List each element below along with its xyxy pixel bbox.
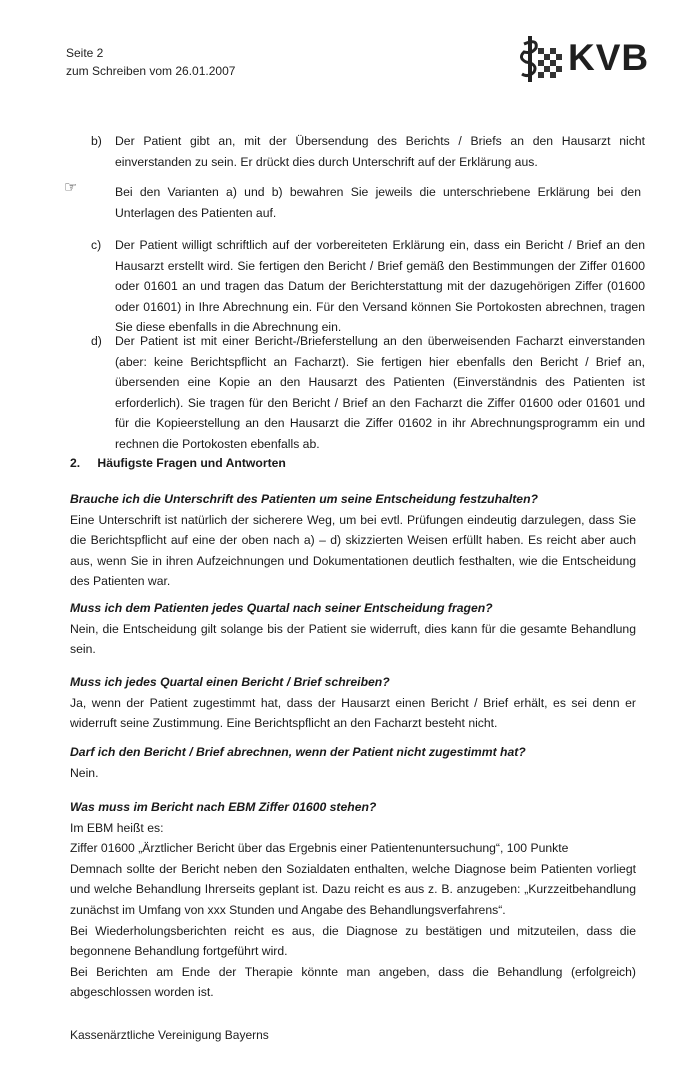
letter-reference: zum Schreiben vom 26.01.2007: [66, 64, 236, 78]
section-number: 2.: [70, 456, 81, 470]
faq-answer: Nein, die Entscheidung gilt solange bis der Patient sie widerruft, dies kann für die gesamte Behandlung sein.: [70, 621, 636, 657]
faq-item: [70, 489, 636, 592]
faq-answer-line: Demnach sollte der Bericht neben den Sozialdaten enthalten, welche Diagnose beim Patienten vorliegt und welche Behandlung Ihrerseits geplant ist. Dazu reicht es aus z. B. anzugeben: „Kurzzeitbehandlung zunächst im Umfang von xxx Stunden und Angabe des Behandlungsverfahrens“.: [70, 861, 636, 917]
faq-answer: Eine Unterschrift ist natürlich der sicherere Weg, um bei evtl. Prüfungen eindeutig darzulegen, dass Sie die Berichtspflicht auf eine der oben nach a) – d) skizzierten Weisen erfüllt haben. Es reicht aber auch aus, wenn Sie in ihren Aufzeichnungen und Dokumentationen deutlich festhalten, wie die Entscheidung des Patienten war.: [70, 512, 636, 589]
page-footer: Kassenärztliche Vereinigung Bayerns: [70, 1028, 269, 1042]
aesculapian-staff-icon: [516, 34, 564, 84]
page-number: Seite 2: [66, 46, 104, 60]
section-title: Häufigste Fragen und Antworten: [97, 456, 286, 470]
faq-question: Brauche ich die Unterschrift des Patienten um seine Entscheidung festzuhalten?: [70, 492, 538, 506]
list-item-label: c): [91, 238, 102, 252]
faq-answer: Nein.: [70, 765, 99, 780]
faq-question: Darf ich den Bericht / Brief abrechnen, wenn der Patient nicht zugestimmt hat?: [70, 745, 526, 759]
list-item-label: d): [91, 334, 102, 348]
faq-answer: Ja, wenn der Patient zugestimmt hat, dass der Hausarzt einen Bericht / Brief erhält, es sei denn er widerruft seine Zustimmung. Eine Berichtspflicht an den Facharzt besteht nicht.: [70, 695, 636, 731]
faq-answer-line: Bei Wiederholungsberichten reicht es aus, die Diagnose zu bestätigen und mitzuteilen, dass die begonnene Behandlung fortgeführt wird.: [70, 923, 636, 959]
list-item-text: Der Patient ist mit einer Bericht-/Brieferstellung an den überweisenden Facharzt einverstanden (aber: keine Berichtspflicht an Facharzt). Sie fertigen hier ebenfalls den Bericht / Brief an, übersenden eine Kopie an den Hausarzt des Patienten (Einverständnis des Patienten ist erforderlich). Sie tragen für den Bericht / Brief an den Facharzt die Ziffer 01600 oder 01601 und für die Kopieerstellung an den Hausarzt die Ziffer 01602 in ihr Abrechnungsprogramm ein und rechnen die Portokosten ebenfalls ab.: [115, 334, 645, 451]
list-item-text: Der Patient gibt an, mit der Übersendung des Berichts / Briefs an den Hausarzt nicht einverstanden zu sein. Er drückt dies durch Unterschrift auf der Erklärung aus.: [115, 134, 645, 169]
faq-question: Muss ich dem Patienten jedes Quartal nach seiner Entscheidung fragen?: [70, 601, 493, 615]
faq-item: [70, 598, 636, 660]
faq-item: [70, 797, 636, 1003]
note-text: Bei den Varianten a) und b) bewahren Sie jeweils die unterschriebene Erklärung bei den Unterlagen des Patienten auf.: [115, 185, 641, 220]
section-heading: [70, 456, 286, 470]
faq-item: [70, 672, 636, 734]
list-item-text: Der Patient willigt schriftlich auf der vorbereiteten Erklärung ein, dass ein Bericht / Brief an den Hausarzt erstellt wird. Sie fertigen den Bericht / Brief gemäß den Bestimmungen der Ziffer 01600 oder 01601 an und tragen das Datum der Berichterstattung mit der dazugehörigen Ziffer (01600 oder 01601) in Ihre Abrechnung ein. Für den Versand können Sie Portokosten abrechnen, tragen Sie diese ebenfalls in die Abrechnung ein.: [115, 238, 645, 335]
kvb-logo: [516, 34, 681, 84]
pointing-hand-icon: ☞: [64, 179, 78, 196]
faq-item: [70, 742, 636, 783]
logo-text: KVB: [568, 37, 650, 78]
page-header: [66, 44, 235, 80]
faq-question: Was muss im Bericht nach EBM Ziffer 01600 stehen?: [70, 800, 377, 814]
faq-question: Muss ich jedes Quartal einen Bericht / Brief schreiben?: [70, 675, 390, 689]
list-item-label: b): [91, 134, 102, 148]
faq-answer-line: Ziffer 01600 „Ärztlicher Bericht über das Ergebnis einer Patientenuntersuchung“, 100 Punkte: [70, 841, 569, 856]
faq-answer-line: Bei Berichten am Ende der Therapie könnte man angeben, dass die Behandlung (erfolgreich) abgeschlossen worden ist.: [70, 964, 636, 1000]
faq-answer-line: Im EBM heißt es:: [70, 820, 164, 835]
